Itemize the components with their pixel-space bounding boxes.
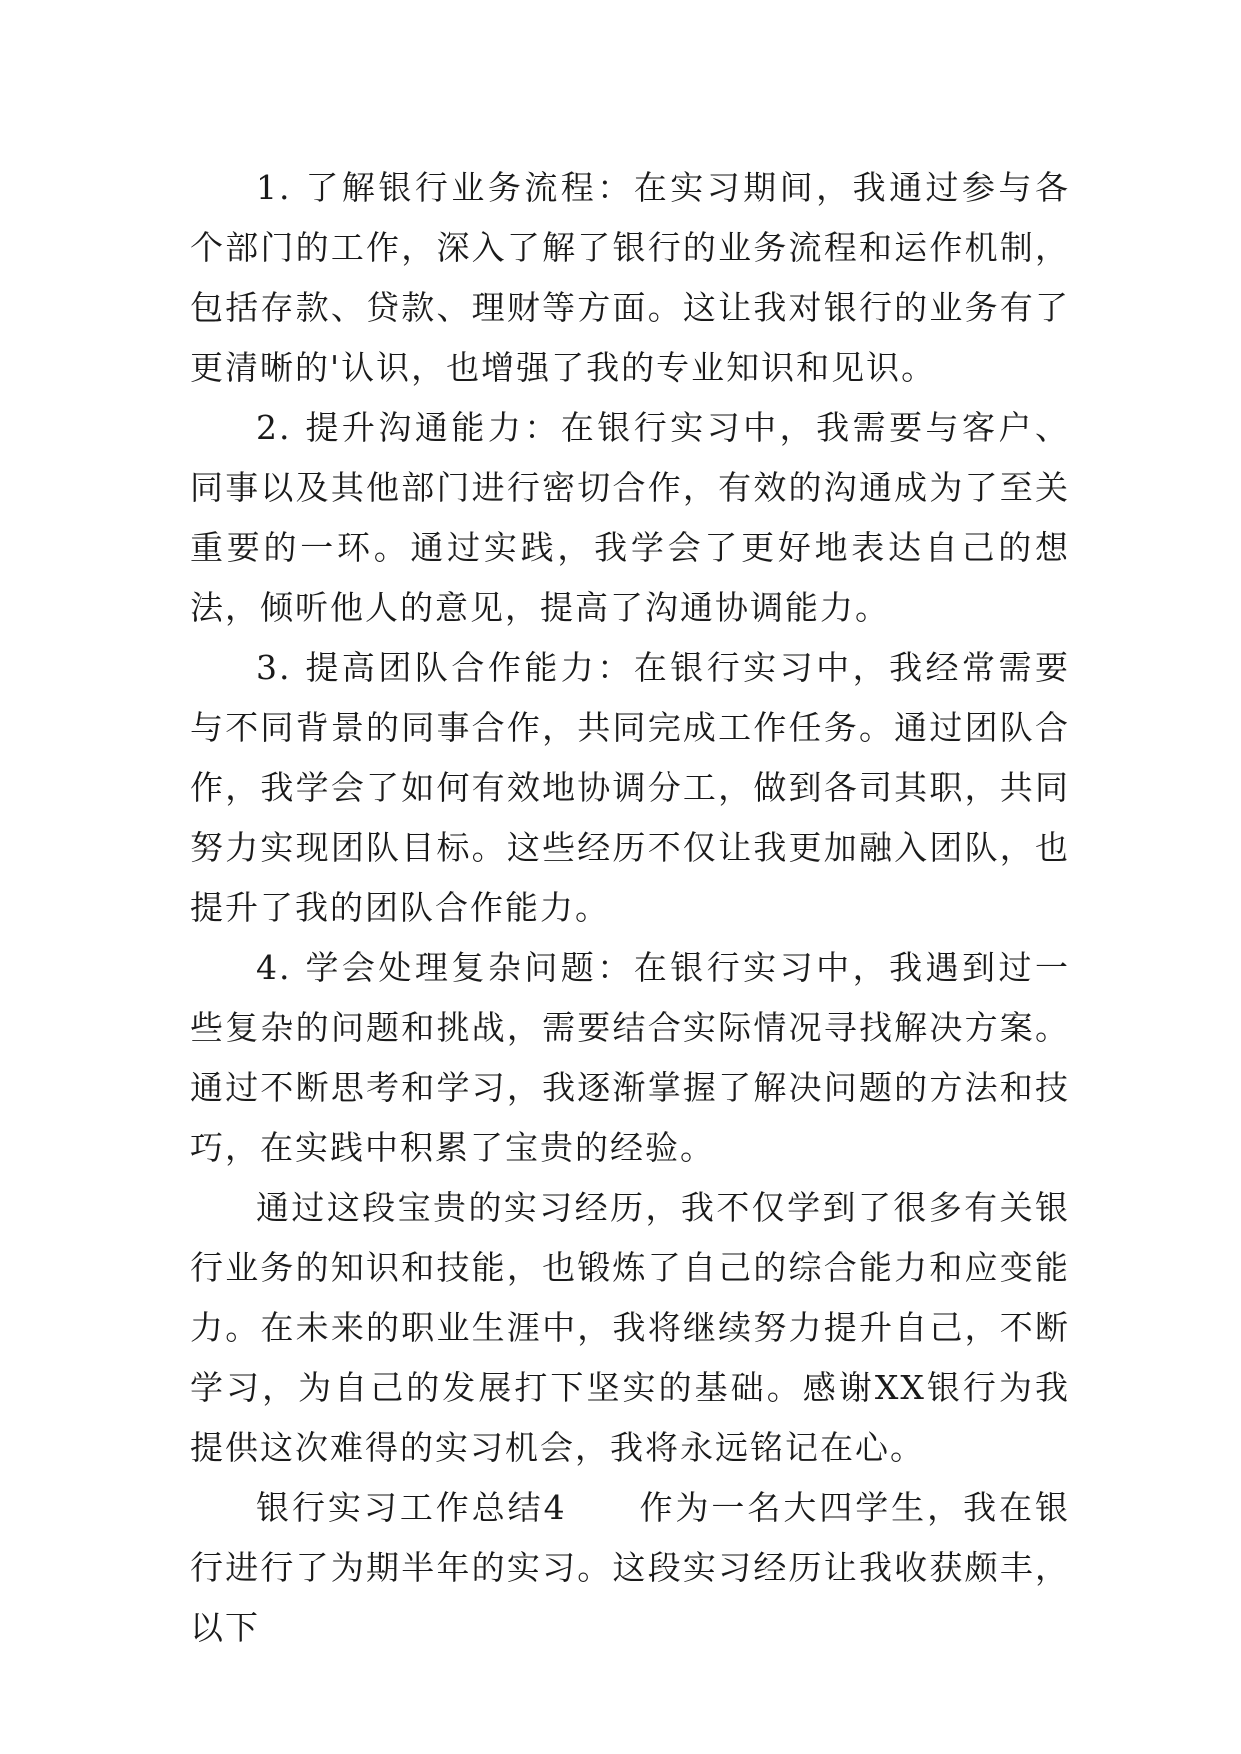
paragraph-communication: 2. 提升沟通能力：在银行实习中，我需要与客户、同事以及其他部门进行密切合作，有效的沟通成为了至关重要的一环。通过实践，我学会了更好地表达自己的想法，倾听他人的意见，提高了沟通协调能力。 (190, 408, 1070, 627)
paragraph-understand-business: 1. 了解银行业务流程：在实习期间，我通过参与各个部门的工作，深入了解了银行的业务流程和运作机制，包括存款、贷款、理财等方面。这让我对银行的业务有了更清晰的'认识，也增强了我的专业知识和见识。 (190, 168, 1070, 387)
paragraph-teamwork: 3. 提高团队合作能力：在银行实习中，我经常需要与不同背景的同事合作，共同完成工作任务。通过团队合作，我学会了如何有效地协调分工，做到各司其职，共同努力实现团队目标。这些经历不仅让我更加融入团队，也提升了我的团队合作能力。 (190, 648, 1070, 927)
paragraph-conclusion: 通过这段宝贵的实习经历，我不仅学到了很多有关银行业务的知识和技能，也锻炼了自己的综合能力和应变能力。在未来的职业生涯中，我将继续努力提升自己，不断学习，为自己的发展打下坚实的基础。感谢XX银行为我提供这次难得的实习机会，我将永远铭记在心。 (190, 1188, 1070, 1467)
paragraph-problem-solving: 4. 学会处理复杂问题：在银行实习中，我遇到过一些复杂的问题和挑战，需要结合实际情况寻找解决方案。通过不断思考和学习，我逐渐掌握了解决问题的方法和技巧，在实践中积累了宝贵的经验。 (190, 948, 1070, 1167)
paragraph-summary-4-intro: 银行实习工作总结4 作为一名大四学生，我在银行进行了为期半年的实习。这段实习经历让我收获颇丰，以下 (190, 1488, 1070, 1647)
document-body (190, 158, 1070, 1658)
